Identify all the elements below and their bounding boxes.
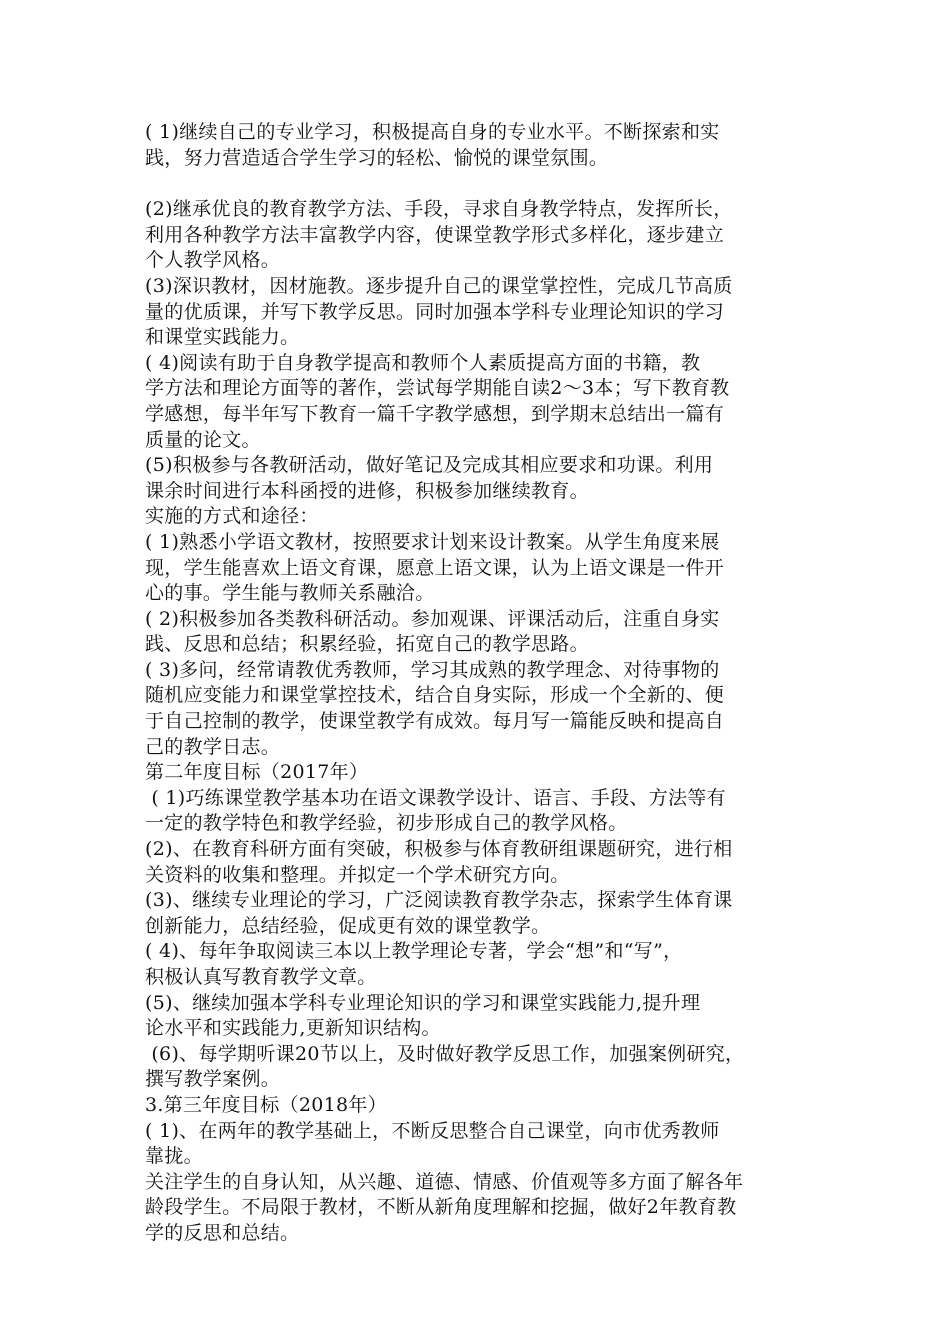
text-line: 创新能力，总结经验，促成更有效的课堂教学。 bbox=[145, 914, 551, 937]
text-line: (2)、在教育科研方面有突破，积极参与体育教研组课题研究，进行相 bbox=[145, 838, 733, 861]
text-line: 个人教学风格。 bbox=[145, 249, 281, 272]
document-body bbox=[145, 120, 813, 1247]
text-line: (3)、继续专业理论的学习，广泛阅读教育教学杂志，探索学生体育课 bbox=[145, 889, 733, 912]
text-line: ( 4)阅读有助于自身教学提高和教师个人素质提高方面的书籍，教 bbox=[145, 351, 701, 374]
text-line: 践，努力营造适合学生学习的轻松、愉悦的课堂氛围。 bbox=[145, 146, 609, 169]
text-line: 学的反思和总结。 bbox=[145, 1221, 300, 1244]
text-line: 龄段学生。不局限于教材，不断从新角度理解和挖掘，做好2年教育教 bbox=[145, 1196, 737, 1219]
text-line: 课余时间进行本科函授的进修，积极参加继续教育。 bbox=[145, 479, 589, 502]
section-heading: 实施的方式和途径： bbox=[145, 505, 319, 528]
text-line: 学方法和理论方面等的著作，尝试每学期能自读2～3本；写下教育教 bbox=[145, 377, 730, 400]
section-heading: 第二年度目标（2017年） bbox=[145, 761, 369, 784]
text-line: 关资料的收集和整理。并拟定一个学术研究方向。 bbox=[145, 863, 570, 886]
text-line: 随机应变能力和课堂掌控技术，结合自身实际，形成一个全新的、便 bbox=[145, 684, 725, 707]
text-line: 一定的教学特色和教学经验，初步形成自己的教学风格。 bbox=[145, 812, 628, 835]
text-line: 撰写教学案例。 bbox=[145, 1068, 281, 1091]
text-line: 质量的论文。 bbox=[145, 428, 261, 451]
text-line: 关注学生的自身认知，从兴趣、道德、情感、价值观等多方面了解各年 bbox=[145, 1170, 744, 1193]
text-line: 和课堂实践能力。 bbox=[145, 326, 300, 349]
text-line: (3)深识教材，因材施教。逐步提升自己的课堂掌控性，完成几节高质 bbox=[145, 274, 733, 297]
text-line: 现，学生能喜欢上语文育课，愿意上语文课，认为上语文课是一件开 bbox=[145, 556, 725, 579]
text-line: ( 2)积极参加各类教科研活动。参加观课、评课活动后，注重自身实 bbox=[145, 607, 720, 630]
text-line: 利用各种教学方法丰富教学内容，使课堂教学形式多样化，逐步建立 bbox=[145, 223, 725, 246]
text-line: 靠拢。 bbox=[145, 1145, 203, 1168]
text-line: ( 4)、每年争取阅读三本以上教学理论专著，学会“想”和“写”， bbox=[145, 940, 683, 963]
text-line: 量的优质课，并写下教学反思。同时加强本学科专业理论知识的学习 bbox=[145, 300, 725, 323]
text-line: 论水平和实践能力,更新知识结构。 bbox=[145, 1017, 441, 1040]
text-line: 学感想，每半年写下教育一篇千字教学感想，到学期末总结出一篇有 bbox=[145, 402, 725, 425]
section-heading: 3.第三年度目标（2018年） bbox=[145, 1093, 387, 1116]
paragraph-gap bbox=[145, 171, 813, 197]
text-line: ( 1)继续自己的专业学习，积极提高自身的专业水平。不断探索和实 bbox=[145, 121, 720, 143]
text-line: 心的事。学生能与教师关系融洽。 bbox=[145, 582, 435, 605]
text-line: 于自己控制的教学，使课堂教学有成效。每月写一篇能反映和提高自 bbox=[145, 710, 725, 733]
text-line: (2)继承优良的教育教学方法、手段，寻求自身教学特点，发挥所长， bbox=[145, 198, 733, 221]
text-line: 践、反思和总结；积累经验，拓宽自己的教学思路。 bbox=[145, 633, 589, 656]
text-line: ( 1)巧练课堂教学基本功在语文课教学设计、语言、手段、方法等有 bbox=[145, 786, 726, 809]
text-line: (5)积极参与各教研活动，做好笔记及完成其相应要求和功课。利用 bbox=[145, 454, 714, 477]
text-line: (6)、每学期听课20节以上，及时做好教学反思工作，加强案例研究， bbox=[145, 1042, 745, 1065]
text-line: 己的教学日志。 bbox=[145, 735, 281, 758]
text-line: ( 1)熟悉小学语文教材，按照要求计划来设计教案。从学生角度来展 bbox=[145, 530, 720, 553]
text-line: ( 3)多问，经常请教优秀教师，学习其成熟的教学理念、对待事物的 bbox=[145, 658, 720, 681]
text-line: 积极认真写教育教学文章。 bbox=[145, 966, 377, 988]
text-line: ( 1)、在两年的教学基础上，不断反思整合自己课堂，向市优秀教师 bbox=[145, 1119, 720, 1142]
text-line: (5)、继续加强本学科专业理论知识的学习和课堂实践能力,提升理 bbox=[145, 991, 701, 1014]
